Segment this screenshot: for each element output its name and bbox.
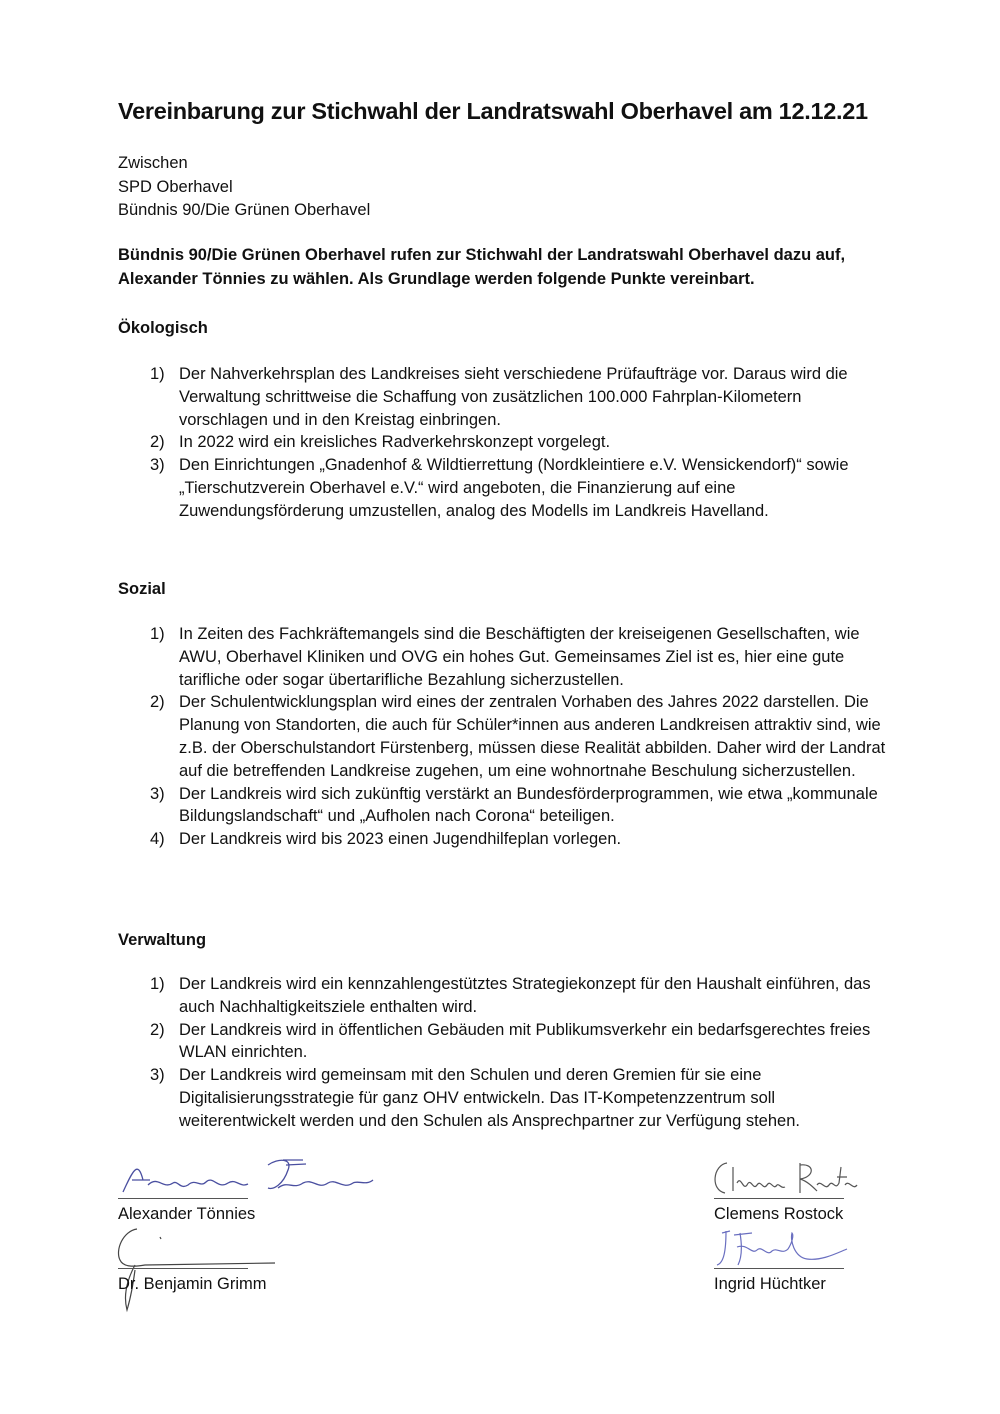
section-heading-verwaltung: Verwaltung <box>118 931 207 949</box>
list-verwaltung <box>118 973 888 1133</box>
item-text: Der Nahverkehrsplan des Landkreises sieht verschiedene Prüfaufträge vor. Daraus wird die Verwaltung schrittweise die Schaffung von zusätzlichen 100.000 Fahrplan-Kilometern vorschlagen und in den Kreistag einbringen. <box>179 365 848 429</box>
section-heading-sozial: Sozial <box>118 580 166 598</box>
item-text: Der Landkreis wird in öffentlichen Gebäuden mit Publikumsverkehr ein bedarfsgerechtes freies WLAN einrichten. <box>179 1020 871 1062</box>
list-item <box>118 691 888 782</box>
list-item <box>118 973 888 1019</box>
signature-line <box>118 1268 248 1269</box>
signatory-name: Alexander Tönnies <box>118 1205 256 1223</box>
item-number: 2) <box>150 693 165 712</box>
item-number: 1) <box>150 975 165 993</box>
intro-paragraph: Bündnis 90/Die Grünen Oberhavel rufen zur Stichwahl der Landratswahl Oberhavel dazu auf, Alexander Tönnies zu wählen. Als Grundlage werden folgende Punkte vereinbart. <box>118 246 846 288</box>
item-number: 3) <box>150 784 165 803</box>
list-oekologisch <box>118 363 888 523</box>
signature-line <box>714 1198 844 1199</box>
signature-grimm-icon <box>105 1225 285 1315</box>
item-number: 2) <box>150 433 165 452</box>
item-text: Der Landkreis wird bis 2023 einen Jugendhilfeplan vorlegen. <box>179 830 622 849</box>
item-text: Der Schulentwicklungsplan wird eines der zentralen Vorhaben des Jahres 2022 darstellen. Die Planung von Standorten, die auch für Schüler*innen aus anderen Landkreisen attraktiv sind, wie z.B. der Oberschulstandort Fürstenberg, müssen diese Realität abbilden. Daher wird der Landrat auf die betreffenden Landkreise zugehen, um eine wohnortnahe Beschulung sicherzustellen. <box>179 693 886 780</box>
item-text: In 2022 wird ein kreisliches Radverkehrskonzept vorgelegt. <box>179 433 611 452</box>
list-item <box>118 431 888 454</box>
section-heading-oekologisch: Ökologisch <box>118 319 208 337</box>
list-sozial <box>118 623 888 851</box>
list-item <box>118 623 888 691</box>
list-item <box>118 1019 888 1065</box>
signature-huechtker-icon <box>712 1225 852 1270</box>
item-number: 4) <box>150 830 165 849</box>
parties-intro: Zwischen <box>118 154 188 172</box>
list-item <box>118 783 888 829</box>
item-number: 3) <box>150 456 165 475</box>
signature-toennies-icon <box>118 1150 378 1200</box>
item-text: In Zeiten des Fachkräftemangels sind die Beschäftigten der kreiseigenen Gesellschaften, wie AWU, Oberhavel Kliniken und OVG ein hohes Gut. Gemeinsames Ziel ist es, hier eine gute tarifliche oder sogar übertarifliche Bezahlung sicherzustellen. <box>179 625 860 689</box>
signatory-name: Dr. Benjamin Grimm <box>118 1275 267 1293</box>
signatory-name: Ingrid Hüchtker <box>714 1275 826 1293</box>
list-item <box>118 1064 888 1132</box>
item-number: 1) <box>150 365 165 383</box>
party-spd: SPD Oberhavel <box>118 177 233 196</box>
party-gruene: Bündnis 90/Die Grünen Oberhavel <box>118 201 371 219</box>
item-text: Der Landkreis wird gemeinsam mit den Schulen und deren Gremien für sie eine Digitalisierungsstrategie für ganz OHV entwickeln. Das IT-Kompetenzzentrum soll weiterentwickelt werden und den Schulen als Ansprechpartner zur Verfügung stehen. <box>179 1066 800 1130</box>
item-text: Der Landkreis wird sich zukünftig verstärkt an Bundesförderprogrammen, wie etwa „kommunale Bildungslandschaft“ und „Aufholen nach Corona“ beteiligen. <box>179 784 878 826</box>
item-number: 1) <box>150 625 165 643</box>
item-text: Der Landkreis wird ein kennzahlengestütztes Strategiekonzept für den Haushalt einführen, das auch Nachhaltigkeitsziele enthalten wird. <box>179 975 871 1016</box>
item-number: 3) <box>150 1066 165 1085</box>
list-item <box>118 454 888 522</box>
signature-rostock-icon <box>705 1155 865 1200</box>
document-title: Vereinbarung zur Stichwahl der Landratswahl Oberhavel am 12.12.21 <box>118 98 868 124</box>
list-item <box>118 363 888 431</box>
signature-line <box>714 1268 844 1269</box>
list-item <box>118 828 888 851</box>
item-number: 2) <box>150 1020 165 1039</box>
parties-block <box>118 152 370 223</box>
signatory-name: Clemens Rostock <box>714 1205 844 1223</box>
item-text: Den Einrichtungen „Gnadenhof & Wildtierrettung (Nordkleintiere e.V. Wensickendorf)“ sowie „Tierschutzverein Oberhavel e.V.“ wird angeboten, die Finanzierung auf eine Zuwendungsförderung umzustellen, analog des Modells im Landkreis Havelland. <box>179 456 849 520</box>
signature-line <box>118 1198 248 1199</box>
